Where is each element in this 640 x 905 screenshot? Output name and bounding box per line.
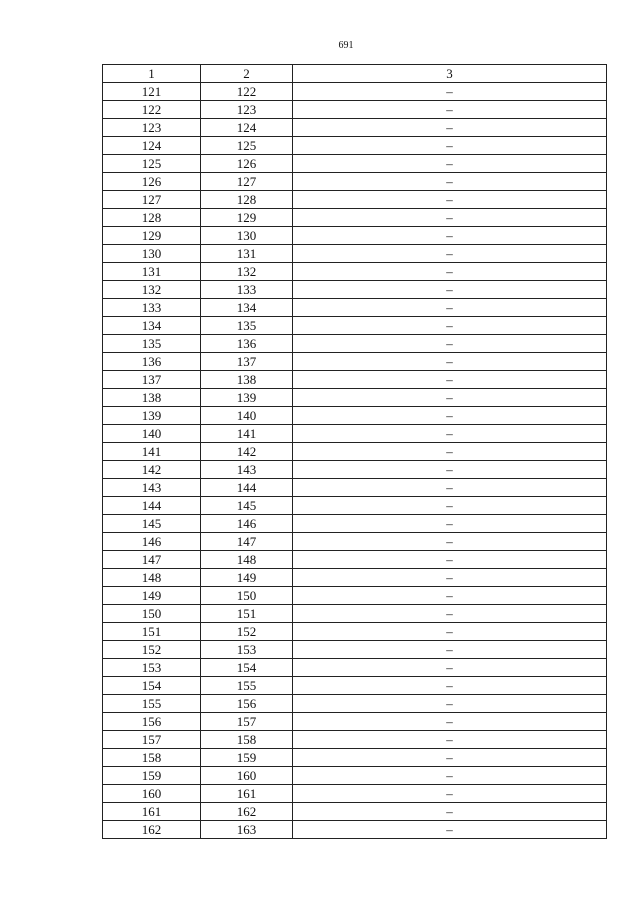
table-row	[103, 713, 607, 731]
table-cell-col1: 128	[103, 209, 201, 227]
table-row	[103, 335, 607, 353]
table-cell-col3: –	[293, 677, 607, 695]
table-cell-col3: –	[293, 587, 607, 605]
table-cell-col3: –	[293, 623, 607, 641]
table-cell-col3: –	[293, 353, 607, 371]
table-cell-col3: –	[293, 515, 607, 533]
table-row	[103, 101, 607, 119]
table-cell-col2: 159	[201, 749, 293, 767]
table-cell-col1: 150	[103, 605, 201, 623]
table-row	[103, 461, 607, 479]
table-row	[103, 425, 607, 443]
table-cell-col2: 154	[201, 659, 293, 677]
table-cell-col2: 127	[201, 173, 293, 191]
table-cell-col2: 132	[201, 263, 293, 281]
table-cell-col1: 138	[103, 389, 201, 407]
table-cell-col2: 145	[201, 497, 293, 515]
table-cell-col1: 161	[103, 803, 201, 821]
table-cell-col3: –	[293, 173, 607, 191]
table-cell-col2: 130	[201, 227, 293, 245]
table-row	[103, 407, 607, 425]
table-cell-col2: 150	[201, 587, 293, 605]
table-cell-col2: 135	[201, 317, 293, 335]
table-cell-col3: –	[293, 479, 607, 497]
table-cell-col3: –	[293, 371, 607, 389]
table-cell-col3: –	[293, 407, 607, 425]
table-cell-col1: 143	[103, 479, 201, 497]
table-cell-col2: 149	[201, 569, 293, 587]
table-cell-col2: 161	[201, 785, 293, 803]
table-cell-col1: 149	[103, 587, 201, 605]
table-cell-col3: –	[293, 551, 607, 569]
table-cell-col2: 133	[201, 281, 293, 299]
table-row	[103, 497, 607, 515]
table-row	[103, 767, 607, 785]
table-row	[103, 443, 607, 461]
table-cell-col3: –	[293, 497, 607, 515]
table-row	[103, 209, 607, 227]
table-cell-col1: 126	[103, 173, 201, 191]
table-cell-col1: 121	[103, 83, 201, 101]
table-cell-col3: –	[293, 569, 607, 587]
table-cell-col2: 122	[201, 83, 293, 101]
table-row	[103, 479, 607, 497]
table-row	[103, 659, 607, 677]
table-cell-col3: –	[293, 443, 607, 461]
table-cell-col1: 132	[103, 281, 201, 299]
table-cell-col2: 151	[201, 605, 293, 623]
table-cell-col3: –	[293, 605, 607, 623]
table-cell-col1: 140	[103, 425, 201, 443]
table-cell-col2: 139	[201, 389, 293, 407]
table-cell-col1: 148	[103, 569, 201, 587]
table-row	[103, 299, 607, 317]
table-row	[103, 371, 607, 389]
table-row	[103, 749, 607, 767]
table-cell-col3: –	[293, 731, 607, 749]
table-cell-col3: –	[293, 695, 607, 713]
table-cell-col3: –	[293, 425, 607, 443]
table-cell-col3: –	[293, 245, 607, 263]
table-cell-col3: –	[293, 335, 607, 353]
table-row	[103, 677, 607, 695]
table-cell-col1: 125	[103, 155, 201, 173]
table-cell-col1: 152	[103, 641, 201, 659]
table-cell-col1: 122	[103, 101, 201, 119]
table-cell-col3: –	[293, 317, 607, 335]
table-row	[103, 83, 607, 101]
table-cell-col3: –	[293, 191, 607, 209]
table-cell-col1: 145	[103, 515, 201, 533]
table-cell-col3: –	[293, 209, 607, 227]
table-row	[103, 695, 607, 713]
table-row	[103, 803, 607, 821]
table-cell-col2: 131	[201, 245, 293, 263]
table-cell-col1: 130	[103, 245, 201, 263]
table-cell-col1: 151	[103, 623, 201, 641]
table-cell-col3: –	[293, 83, 607, 101]
table-row	[103, 281, 607, 299]
table-cell-col2: 134	[201, 299, 293, 317]
table-cell-col1: 123	[103, 119, 201, 137]
table-cell-col3: –	[293, 803, 607, 821]
table-cell-col1: 136	[103, 353, 201, 371]
table-cell-col1: 129	[103, 227, 201, 245]
table-header	[103, 65, 607, 83]
table-cell-col1: 146	[103, 533, 201, 551]
table-cell-col2: 137	[201, 353, 293, 371]
table-cell-col2: 142	[201, 443, 293, 461]
table-row	[103, 245, 607, 263]
table-cell-col2: 125	[201, 137, 293, 155]
table-cell-col2: 162	[201, 803, 293, 821]
table-row	[103, 641, 607, 659]
table-cell-col3: –	[293, 101, 607, 119]
table-cell-col3: –	[293, 785, 607, 803]
table-row	[103, 119, 607, 137]
table-row	[103, 317, 607, 335]
table-row	[103, 821, 607, 839]
table-cell-col2: 158	[201, 731, 293, 749]
table-cell-col1: 147	[103, 551, 201, 569]
table-header-row	[103, 65, 607, 83]
table-cell-col1: 142	[103, 461, 201, 479]
table-row	[103, 731, 607, 749]
table-cell-col1: 162	[103, 821, 201, 839]
table-row	[103, 227, 607, 245]
table-cell-col3: –	[293, 227, 607, 245]
table-row	[103, 263, 607, 281]
table-cell-col1: 127	[103, 191, 201, 209]
table-cell-col3: –	[293, 713, 607, 731]
table-cell-col3: –	[293, 389, 607, 407]
table-cell-col3: –	[293, 641, 607, 659]
table-cell-col1: 139	[103, 407, 201, 425]
table-cell-col1: 154	[103, 677, 201, 695]
table-cell-col2: 138	[201, 371, 293, 389]
table-cell-col2: 160	[201, 767, 293, 785]
table-row	[103, 353, 607, 371]
table-cell-col1: 158	[103, 749, 201, 767]
table-cell-col2: 124	[201, 119, 293, 137]
table-cell-col2: 147	[201, 533, 293, 551]
table-cell-col3: –	[293, 119, 607, 137]
table-cell-col3: –	[293, 281, 607, 299]
table-row	[103, 515, 607, 533]
table-row	[103, 569, 607, 587]
table-cell-col1: 159	[103, 767, 201, 785]
table-cell-col3: –	[293, 749, 607, 767]
table-cell-col2: 156	[201, 695, 293, 713]
table-cell-col1: 155	[103, 695, 201, 713]
table-cell-col1: 133	[103, 299, 201, 317]
table-row	[103, 551, 607, 569]
table-row	[103, 785, 607, 803]
table-row	[103, 587, 607, 605]
table-cell-col3: –	[293, 533, 607, 551]
table-row	[103, 137, 607, 155]
table-cell-col2: 136	[201, 335, 293, 353]
table-cell-col2: 129	[201, 209, 293, 227]
table-cell-col2: 152	[201, 623, 293, 641]
table-cell-col3: –	[293, 659, 607, 677]
table-row	[103, 623, 607, 641]
table-cell-col2: 163	[201, 821, 293, 839]
table-cell-col1: 137	[103, 371, 201, 389]
table-cell-col3: –	[293, 461, 607, 479]
table-cell-col2: 128	[201, 191, 293, 209]
table-cell-col1: 153	[103, 659, 201, 677]
table-cell-col3: –	[293, 137, 607, 155]
table-cell-col2: 157	[201, 713, 293, 731]
table-cell-col1: 124	[103, 137, 201, 155]
table-row	[103, 173, 607, 191]
table-cell-col2: 153	[201, 641, 293, 659]
table-row	[103, 533, 607, 551]
table-cell-col3: –	[293, 155, 607, 173]
table-cell-col3: –	[293, 767, 607, 785]
column-header-3: 3	[293, 65, 607, 83]
table-cell-col1: 157	[103, 731, 201, 749]
table-cell-col2: 141	[201, 425, 293, 443]
table-cell-col2: 126	[201, 155, 293, 173]
table-cell-col2: 140	[201, 407, 293, 425]
table-cell-col1: 156	[103, 713, 201, 731]
table-cell-col1: 144	[103, 497, 201, 515]
table-cell-col2: 144	[201, 479, 293, 497]
table-cell-col3: –	[293, 299, 607, 317]
column-header-2: 2	[201, 65, 293, 83]
table-row	[103, 605, 607, 623]
table-row	[103, 155, 607, 173]
page-number: 691	[338, 40, 354, 51]
table-cell-col2: 123	[201, 101, 293, 119]
column-header-1: 1	[103, 65, 201, 83]
table-body	[103, 83, 607, 839]
table-cell-col2: 148	[201, 551, 293, 569]
data-table	[102, 64, 607, 839]
table-cell-col1: 160	[103, 785, 201, 803]
table-cell-col2: 155	[201, 677, 293, 695]
table-row	[103, 191, 607, 209]
table-cell-col3: –	[293, 821, 607, 839]
table-cell-col2: 146	[201, 515, 293, 533]
table-cell-col2: 143	[201, 461, 293, 479]
table-row	[103, 389, 607, 407]
table-cell-col1: 141	[103, 443, 201, 461]
table-cell-col1: 131	[103, 263, 201, 281]
table-cell-col1: 135	[103, 335, 201, 353]
table-cell-col1: 134	[103, 317, 201, 335]
table-cell-col3: –	[293, 263, 607, 281]
